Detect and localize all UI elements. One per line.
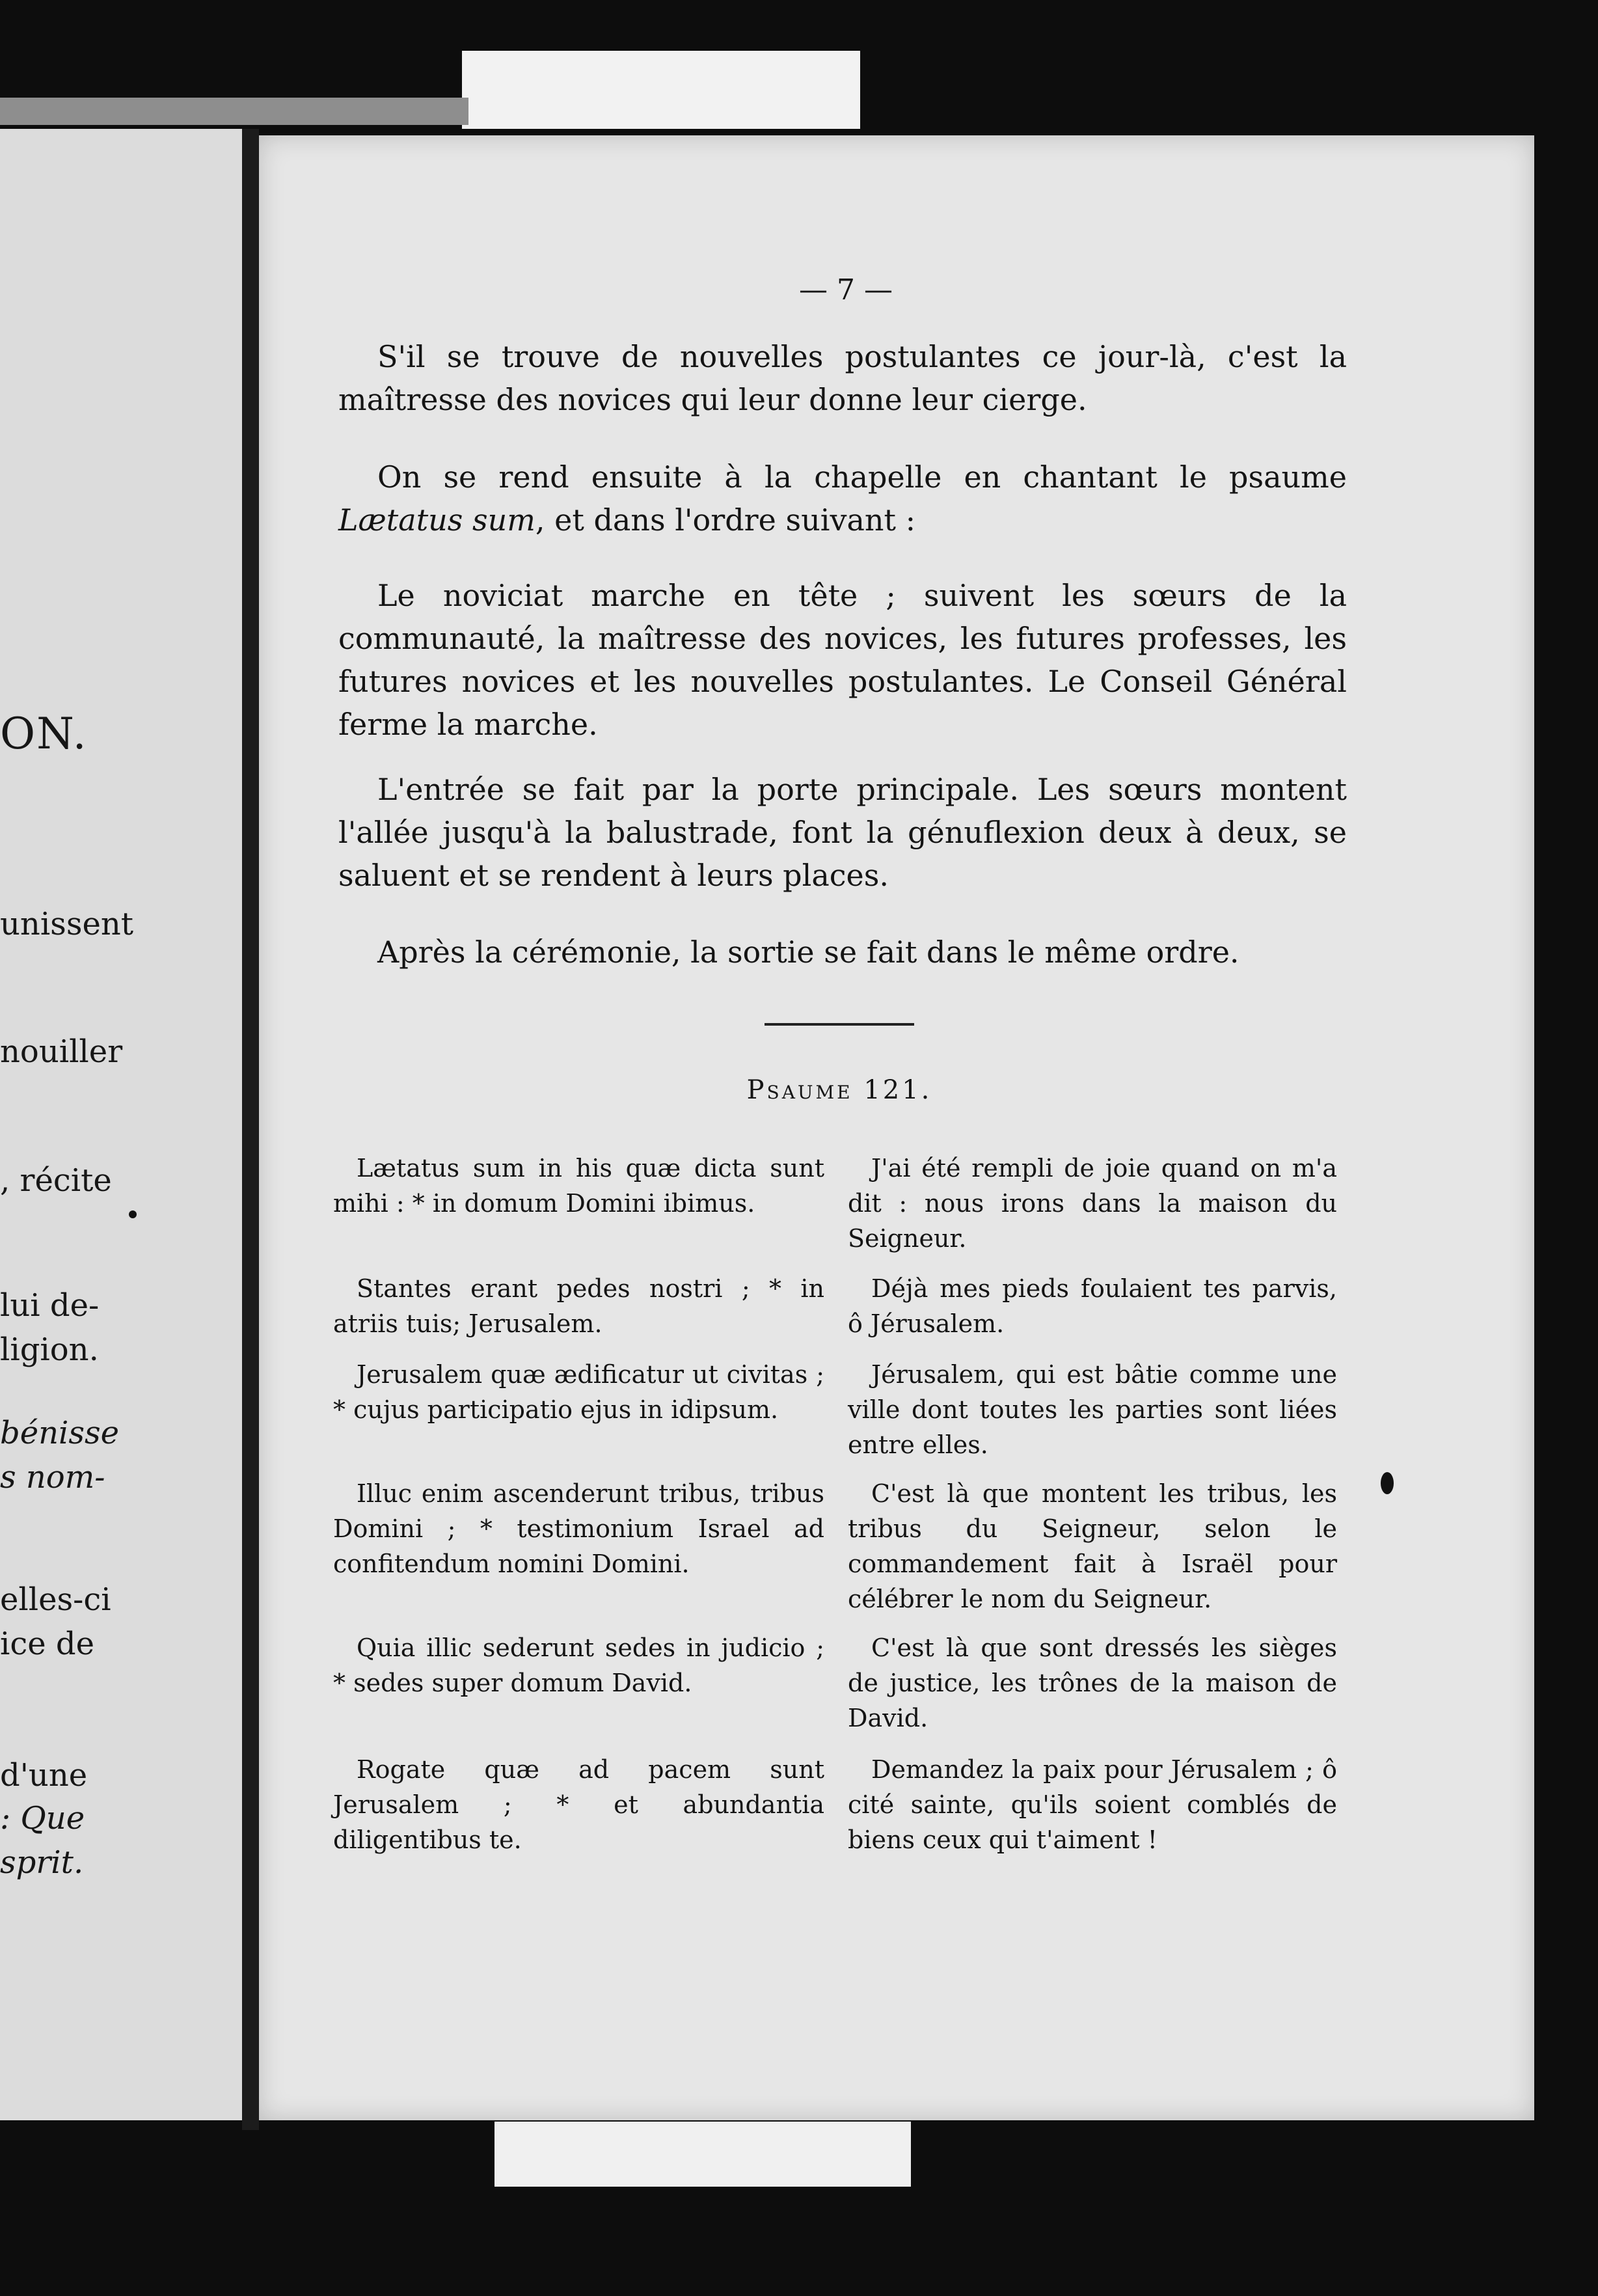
french-verse: C'est là que sont dressés les sièges de justice, les trônes de la maison de David. [848, 1633, 1337, 1732]
ink-spot [129, 1210, 137, 1218]
psalm-incipit: Lætatus sum [338, 502, 535, 538]
latin-verse: Jerusalem quæ ædificatur ut civitas ; * cujus participatio ejus in idipsum. [333, 1360, 824, 1424]
left-page-line: sprit. [0, 1844, 84, 1881]
section-divider [765, 1023, 914, 1026]
latin-verse: Rogate quæ ad pacem sunt Jerusalem ; * et abundantia diligentibus te. [333, 1755, 824, 1854]
left-page-line: : Que [0, 1800, 85, 1837]
paragraph: Après la cérémonie, la sortie se fait dans le même ordre. [377, 935, 1239, 970]
left-page-line: s nom- [0, 1459, 105, 1496]
latin-verse: Quia illic sederunt sedes in judicio ; * sedes super domum David. [333, 1633, 824, 1697]
book-gutter [242, 129, 259, 2130]
latin-verse: Lætatus sum in his quæ dicta sunt mihi : * in domum Domini ibimus. [333, 1154, 824, 1218]
left-page-line: ice de [0, 1626, 95, 1662]
paragraph: Le noviciat marche en tête ; suivent les sœurs de la communauté, la maîtresse des novices, les futures professes, les futures novices et les nouvelles postulantes. Le Conseil Général ferme la marche. [338, 578, 1347, 742]
paragraph-text: , et dans l'ordre suivant : [535, 502, 916, 538]
left-page-line: nouiller [0, 1033, 123, 1070]
binding-strip [0, 98, 468, 125]
left-page-line: bénisse [0, 1415, 120, 1451]
french-verse: Demandez la paix pour Jérusalem ; ô cité sainte, qu'ils soient comblés de biens ceux qui t'aiment ! [848, 1755, 1337, 1854]
paper-tab-bottom [494, 2122, 911, 2187]
french-verse: Jérusalem, qui est bâtie comme une ville dont toutes les parties sont liées entre elles. [848, 1360, 1337, 1459]
left-page-line: ON. [0, 709, 88, 759]
page-number: — 7 — [799, 273, 893, 307]
latin-verse: Illuc enim ascenderunt tribus, tribus Domini ; * testimonium Israel ad confitendum nomini Domini. [333, 1479, 824, 1578]
paragraph: L'entrée se fait par la porte principale. Les sœurs montent l'allée jusqu'à la balustrade, font la génuflexion deux à deux, se saluent et se rendent à leurs places. [338, 772, 1347, 893]
paragraph [338, 456, 1347, 541]
left-page-line: , récite [0, 1162, 112, 1199]
ink-spot [1381, 1472, 1394, 1494]
psalm-title: Psaume 121. [746, 1075, 932, 1105]
left-page-line: elles-ci [0, 1581, 111, 1618]
left-page-line: d'une [0, 1757, 88, 1794]
french-verse: J'ai été rempli de joie quand on m'a dit : nous irons dans la maison du Seigneur. [848, 1154, 1337, 1253]
french-verse: Déjà mes pieds foulaient tes parvis, ô Jérusalem. [848, 1274, 1337, 1338]
paragraph-text: On se rend ensuite à la chapelle en chantant le psaume [377, 459, 1347, 495]
left-page-line: lui de- [0, 1287, 100, 1324]
french-verse: C'est là que montent les tribus, les tribus du Seigneur, selon le commandement fait à Israël pour célébrer le nom du Seigneur. [848, 1479, 1337, 1613]
paragraph: S'il se trouve de nouvelles postulantes ce jour-là, c'est la maîtresse des novices qui leur donne leur cierge. [338, 339, 1347, 417]
left-page-line: unissent [0, 906, 134, 942]
latin-verse: Stantes erant pedes nostri ; * in atriis tuis; Jerusalem. [333, 1274, 824, 1338]
paper-tab-top [462, 51, 860, 129]
left-page-line: ligion. [0, 1332, 99, 1368]
left-page [0, 129, 246, 2120]
